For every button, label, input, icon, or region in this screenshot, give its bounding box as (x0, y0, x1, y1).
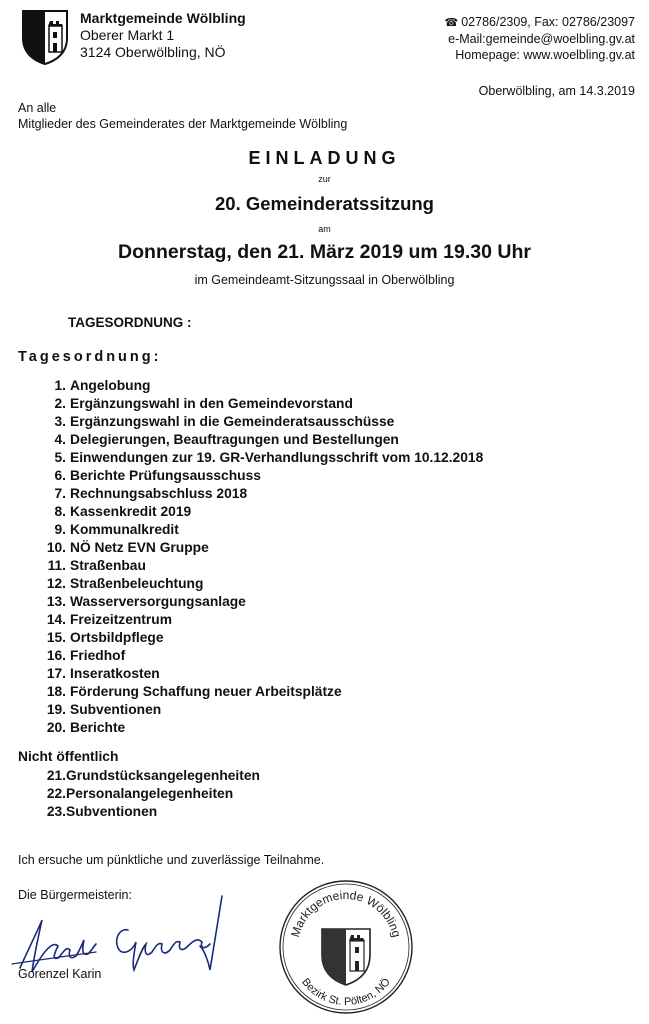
agenda-text: Straßenbeleuchtung (70, 576, 204, 591)
street-address: Oberer Markt 1 (80, 27, 175, 43)
agenda-num: 2. (54, 396, 66, 411)
list-item (40, 575, 483, 593)
agenda-num: 20. (46, 720, 66, 735)
seal-bottom-text: Bezirk St. Pölten, NÖ (299, 976, 393, 1009)
title-zur: zur (318, 174, 331, 184)
agenda-num: 1. (54, 378, 66, 393)
list-item (40, 539, 483, 557)
signer-name: Gorenzel Karin (18, 967, 102, 981)
agenda-text: Rechnungsabschluss 2018 (70, 486, 248, 501)
title-am: am (318, 224, 331, 234)
agenda-num: 18. (46, 684, 66, 699)
agenda-text: Wasserversorgungsanlage (70, 594, 246, 609)
coat-of-arms-logo (20, 8, 70, 66)
list-item (40, 785, 260, 803)
homepage-line: Homepage: www.woelbling.gv.at (455, 48, 635, 62)
agenda-num: 23. (46, 804, 66, 819)
letterhead-contact (445, 14, 635, 63)
agenda-heading-spaced: Tagesordnung: (18, 349, 162, 365)
email-line: e-Mail:gemeinde@woelbling.gv.at (448, 32, 635, 46)
agenda-text: Personalangelegenheiten (66, 786, 234, 801)
agenda-num: 11. (47, 558, 66, 573)
meeting-location: im Gemeindeamt-Sitzungssaal in Oberwölbling (194, 273, 455, 287)
city-address: 3124 Oberwölbling, NÖ (80, 44, 226, 60)
list-item (40, 503, 483, 521)
agenda-num: 7. (54, 486, 66, 501)
agenda-text: Förderung Schaffung neuer Arbeitsplätze (70, 684, 342, 699)
phone-icon: ☎ (444, 17, 459, 29)
recipient-line-2: Mitglieder des Gemeinderates der Marktgemeinde Wölbling (18, 117, 348, 131)
agenda-text: Inseratkosten (70, 666, 160, 681)
closing-text: Ich ersuche um pünktliche und zuverlässige Teilnahme. (18, 853, 325, 867)
agenda-text: Kassenkredit 2019 (70, 504, 192, 519)
meeting-datetime: Donnerstag, den 21. März 2019 um 19.30 Uhr (118, 241, 531, 263)
list-item (40, 485, 483, 503)
agenda-num: 22. (46, 786, 66, 801)
agenda-num: 21. (46, 768, 66, 783)
list-item (40, 629, 483, 647)
list-item (40, 377, 483, 395)
agenda-text: NÖ Netz EVN Gruppe (70, 540, 209, 555)
agenda-text: Freizeitzentrum (70, 612, 172, 627)
list-item (40, 665, 483, 683)
list-item (40, 767, 260, 785)
list-item (40, 683, 483, 701)
agenda-text: Subventionen (70, 702, 162, 717)
signer-title: Die Bürgermeisterin: (18, 888, 132, 902)
list-item (40, 593, 483, 611)
list-item (40, 557, 483, 575)
agenda-num: 4. (54, 432, 66, 447)
agenda-num: 6. (54, 468, 66, 483)
agenda-list (40, 377, 483, 737)
agenda-text: Delegierungen, Beauftragungen und Bestellungen (70, 432, 399, 447)
phone-fax-line (445, 14, 635, 31)
agenda-text: Subventionen (66, 804, 158, 819)
list-item (40, 611, 483, 629)
list-item (40, 521, 483, 539)
title-sitzung: 20. Gemeinderatssitzung (215, 193, 434, 214)
agenda-num: 16. (46, 648, 66, 663)
list-item (40, 431, 483, 449)
recipient-line-1: An alle (18, 101, 57, 115)
list-item (40, 701, 483, 719)
agenda-text: Einwendungen zur 19. GR-Verhandlungsschrift vom 10.12.2018 (70, 450, 484, 465)
agenda-text: Straßenbau (70, 558, 146, 573)
agenda-text: Berichte Prüfungsausschuss (70, 468, 261, 483)
agenda-num: 8. (54, 504, 66, 519)
agenda-num: 17. (46, 666, 66, 681)
agenda-text: Grundstücksangelegenheiten (66, 768, 260, 783)
list-item (40, 413, 483, 431)
agenda-text: Ergänzungswahl in die Gemeinderatsausschüsse (70, 414, 395, 429)
agenda-text: Friedhof (70, 648, 126, 663)
title-einladung: EINLADUNG (248, 148, 401, 168)
agenda-num: 5. (54, 450, 66, 465)
municipality-name: Marktgemeinde Wölbling (80, 10, 246, 26)
list-item (40, 395, 483, 413)
agenda-num: 9. (54, 522, 66, 537)
official-seal-stamp (276, 877, 416, 1017)
agenda-num: 13. (46, 594, 66, 609)
list-item (40, 647, 483, 665)
agenda-num: 19. (46, 702, 66, 717)
phone-fax: 02786/2309, Fax: 02786/23097 (461, 15, 635, 29)
non-public-heading: Nicht öffentlich (18, 749, 119, 764)
agenda-num: 14. (46, 612, 66, 627)
list-item (40, 719, 483, 737)
list-item (40, 803, 260, 821)
agenda-heading: TAGESORDNUNG : (68, 315, 192, 330)
agenda-num: 10. (46, 540, 66, 555)
agenda-text: Angelobung (70, 378, 151, 393)
recipient-block (18, 100, 347, 132)
letter-date: Oberwölbling, am 14.3.2019 (478, 84, 635, 98)
list-item (40, 467, 483, 485)
agenda-num: 12. (46, 576, 66, 591)
list-item (40, 449, 483, 467)
non-public-agenda-list (40, 767, 260, 821)
seal-top-text: Marktgemeinde Wölbling (288, 887, 404, 939)
agenda-num: 15. (46, 630, 66, 645)
agenda-text: Ergänzungswahl in den Gemeindevorstand (70, 396, 353, 411)
letterhead-address (80, 10, 246, 61)
agenda-text: Kommunalkredit (70, 522, 179, 537)
agenda-text: Berichte (70, 720, 126, 735)
agenda-text: Ortsbildpflege (70, 630, 164, 645)
agenda-num: 3. (54, 414, 66, 429)
